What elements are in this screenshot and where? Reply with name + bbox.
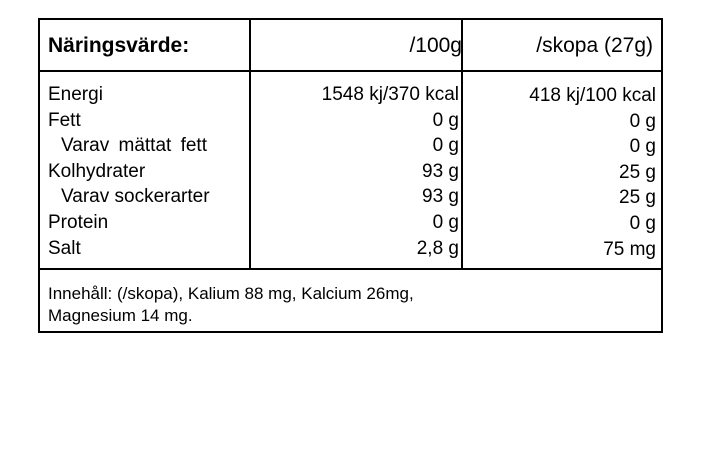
nutrient-name-sugars: Varav sockerarter bbox=[61, 186, 210, 208]
footer-divider bbox=[40, 268, 661, 270]
contents-note bbox=[48, 283, 648, 327]
perscoop-value-saturated-fat: 0 g bbox=[629, 136, 656, 158]
per100-value-carbohydrates: 93 g bbox=[422, 160, 459, 182]
per100-value-salt: 2,8 g bbox=[416, 237, 459, 259]
per100-value-sugars: 93 g bbox=[422, 186, 459, 208]
table-title: Näringsvärde: bbox=[48, 34, 190, 57]
perscoop-value-carbohydrates: 25 g bbox=[619, 161, 656, 183]
nutrient-name-protein: Protein bbox=[48, 211, 109, 233]
per100-value-protein: 0 g bbox=[432, 211, 459, 233]
perscoop-value-energy: 418 kj/100 kcal bbox=[529, 85, 656, 106]
nutrient-name-saturated-fat: Varav mättat fett bbox=[61, 135, 207, 157]
nutrient-name-carbohydrates: Kolhydrater bbox=[48, 160, 146, 182]
perscoop-value-protein: 0 g bbox=[629, 212, 656, 234]
contents-note-line-1: Innehåll: (/skopa), Kalium 88 mg, Kalcium 26mg, bbox=[48, 284, 414, 303]
column-divider-1 bbox=[249, 20, 251, 268]
perscoop-value-salt: 75 mg bbox=[603, 238, 656, 260]
per100-value-energy: 1548 kj/370 kcal bbox=[321, 84, 459, 105]
per100-header: /100g bbox=[409, 34, 462, 57]
perscoop-value-sugars: 25 g bbox=[619, 187, 656, 209]
per100-value-saturated-fat: 0 g bbox=[432, 135, 459, 157]
nutrient-names-column bbox=[48, 82, 248, 261]
perscoop-values-column bbox=[464, 83, 656, 262]
contents-note-line-2: Magnesium 14 mg. bbox=[48, 306, 193, 325]
perscoop-header: /skopa (27g) bbox=[536, 34, 653, 57]
per100-values-column bbox=[252, 82, 459, 261]
per100-value-fat: 0 g bbox=[432, 109, 459, 131]
perscoop-value-fat: 0 g bbox=[629, 110, 656, 132]
nutrient-name-energy: Energi bbox=[48, 84, 103, 105]
nutrient-name-salt: Salt bbox=[48, 237, 81, 259]
nutrient-name-fat: Fett bbox=[48, 109, 81, 131]
nutrition-table bbox=[38, 18, 663, 333]
